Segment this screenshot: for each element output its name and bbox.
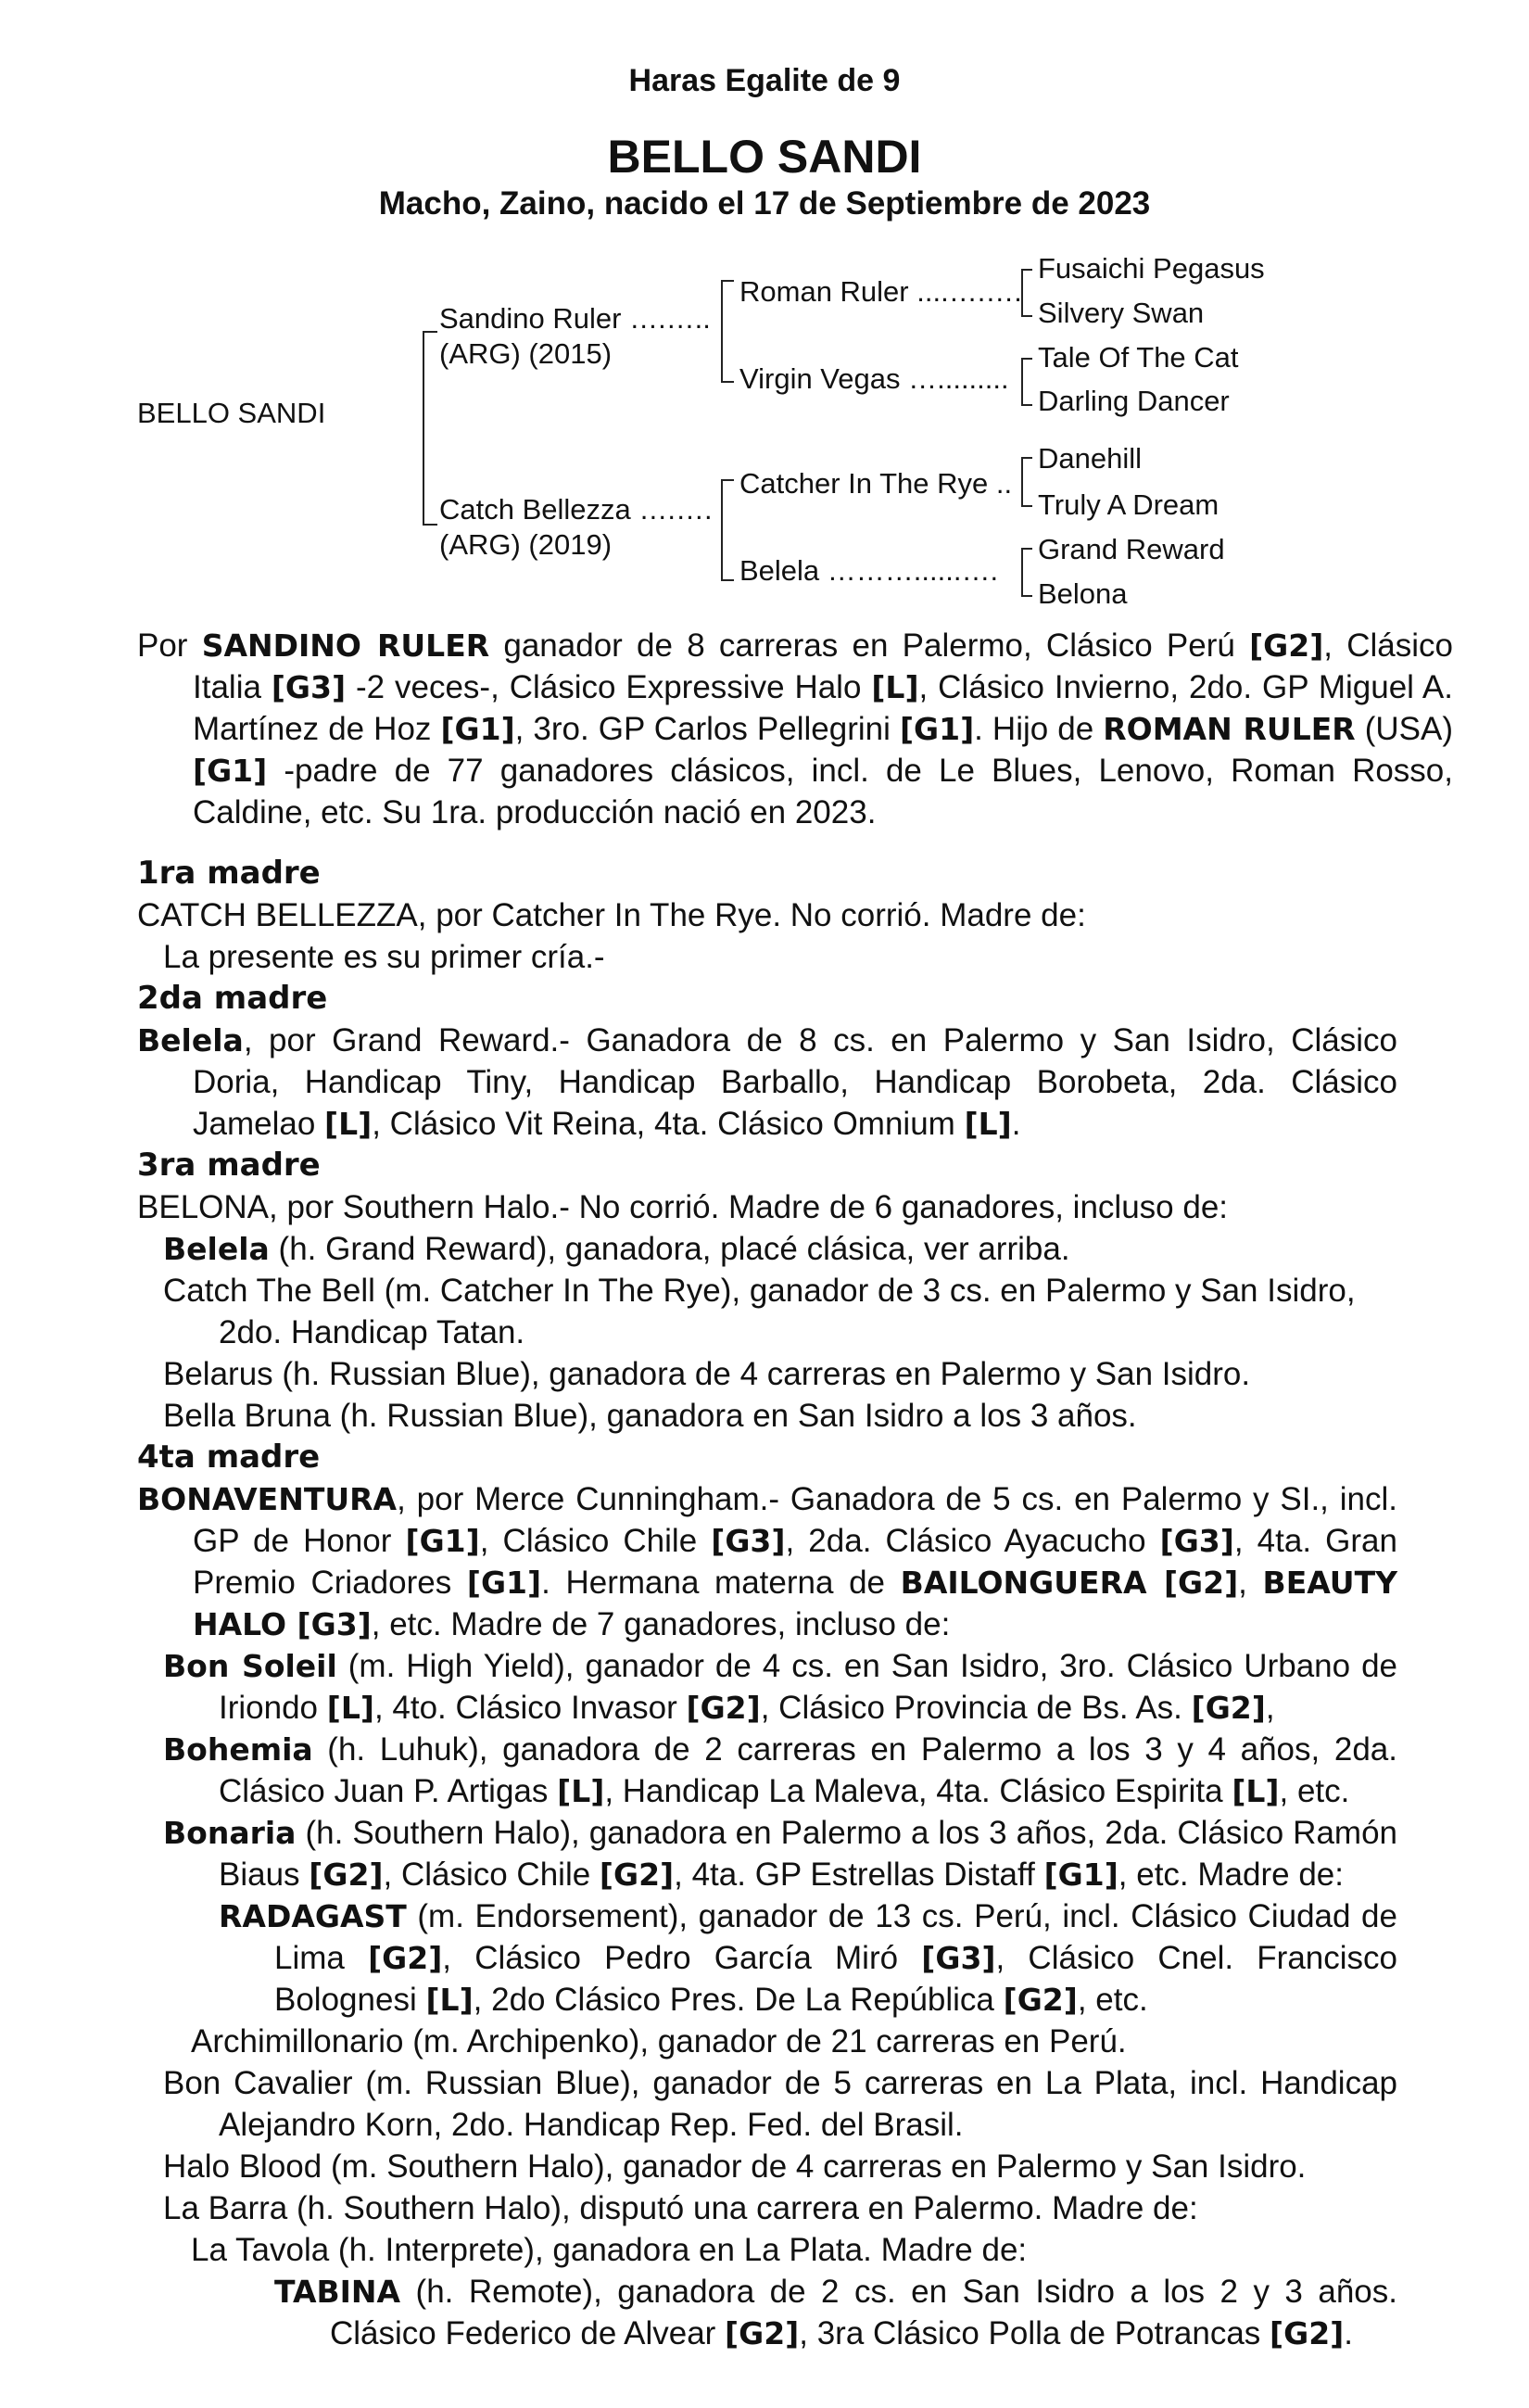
third-dam-entry: Belarus (h. Russian Blue), ganadora de 4 carreras en Palermo y San Isidro.	[163, 1356, 1251, 1392]
family-section	[137, 853, 1397, 2354]
first-dam-line: CATCH BELLEZZA, por Catcher In The Rye. No corrió. Madre de:	[137, 897, 1086, 933]
produce-entry: La Tavola (h. Interprete), ganadora en La Plata. Madre de:	[191, 2232, 1028, 2268]
produce-entry: Bon Soleil (m. High Yield), ganador de 4 cs. en San Isidro, 3ro. Clásico Urbano de Iriondo [L], 4to. Clásico Invasor [G2], Clásico Provincia de Bs. As. [G2],	[163, 1648, 1398, 1726]
pedigree-dsd: Truly A Dream	[1038, 488, 1219, 521]
third-dam-heading: 3ra madre	[137, 1147, 321, 1184]
pedigree-dss: Danehill	[1038, 442, 1143, 475]
third-dam-entry: Belela (h. Grand Reward), ganadora, placé clásica, ver arriba.	[163, 1231, 1070, 1267]
bracket-gen1	[423, 331, 437, 526]
pedigree-sire-dam: Virgin Vegas ….........	[739, 362, 1009, 395]
produce-entry: La Barra (h. Southern Halo), disputó una carrera en Palermo. Madre de:	[163, 2190, 1198, 2226]
pedigree-dam-sire: Catcher In The Rye ..	[739, 467, 1013, 500]
produce-entry: TABINA (h. Remote), ganadora de 2 cs. en San Isidro a los 2 y 3 años. Clásico Federico de Alvear [G2], 3ra Clásico Polla de Potrancas [G2].	[274, 2274, 1397, 2351]
third-dam-entry: Bella Bruna (h. Russian Blue), ganadora en San Isidro a los 3 años.	[163, 1398, 1137, 1434]
fourth-dam-paragraph: BONAVENTURA, por Merce Cunningham.- Ganadora de 5 cs. en Palermo y SI., incl. GP de Honor [G1], Clásico Chile [G3], 2da. Clásico Ayacucho [G3], 4ta. Gran Premio Criadores [G1]. Hermana materna de BAILONGUERA [G2], BEAUTY HALO [G3], etc. Madre de 7 ganadores, incluso de:	[137, 1481, 1397, 1642]
pedigree-sire-sire: Roman Ruler ....….….	[739, 275, 1022, 308]
pedigree-sds: Tale Of The Cat	[1038, 341, 1239, 374]
produce-entry: Bohemia (h. Luhuk), ganadora de 2 carreras en Palermo a los 3 y 4 años, 2da. Clásico Juan P. Artigas [L], Handicap La Maleva, 4ta. Clásico Espirita [L], etc.	[163, 1731, 1397, 1809]
lot-label: Haras Egalite de 9	[628, 63, 901, 98]
pedigree-dam-origin: (ARG) (2019)	[439, 528, 613, 561]
produce-entry: Archimillonario (m. Archipenko), ganador de 21 carreras en Perú.	[191, 2023, 1127, 2059]
pedigree-ssd: Silvery Swan	[1038, 297, 1205, 329]
third-dam-entry: Catch The Bell (m. Catcher In The Rye), ganador de 3 cs. en Palermo y San Isidro, 2do. Handicap Tatan.	[163, 1273, 1356, 1350]
third-dam-intro: BELONA, por Southern Halo.- No corrió. Madre de 6 ganadores, incluso de:	[137, 1189, 1229, 1225]
sire-paragraph: Por SANDINO RULER ganador de 8 carreras en Palermo, Clásico Perú [G2], Clásico Italia [G3] -2 veces-, Clásico Expressive Halo [L], Clásico Invierno, 2do. GP Miguel A. Martínez de Hoz [G1], 3ro. GP Carlos Pellegrini [G1]. Hijo de ROMAN RULER (USA) [G1] -padre de 77 ganadores clásicos, incl. de Le Blues, Lenovo, Roman Rosso, Caldine, etc. Su 1ra. producción nació en 2023.	[137, 627, 1454, 830]
pedigree-sdd: Darling Dancer	[1038, 385, 1230, 417]
bracket-ds	[1021, 457, 1032, 507]
first-dam-produce: La presente es su primer cría.-	[163, 939, 605, 975]
second-dam-paragraph: Belela, por Grand Reward.- Ganadora de 8 cs. en Palermo y San Isidro, Clásico Doria, Handicap Tiny, Handicap Barballo, Handicap Borobeta, 2da. Clásico Jamelao [L], Clásico Vit Reina, 4ta. Clásico Omnium [L].	[137, 1022, 1397, 1142]
fourth-dam-heading: 4ta madre	[137, 1438, 321, 1476]
first-dam-heading: 1ra madre	[137, 855, 321, 892]
bracket-sire	[721, 280, 734, 383]
pedigree-dam-dam: Belela ………......….	[739, 554, 999, 587]
pedigree-dds: Grand Reward	[1038, 533, 1225, 565]
bracket-sd	[1021, 358, 1032, 406]
horse-name: BELLO SANDI	[607, 131, 922, 183]
produce-entry: Halo Blood (m. Southern Halo), ganador de 4 carreras en Palermo y San Isidro.	[163, 2148, 1307, 2185]
produce-entry: Bon Cavalier (m. Russian Blue), ganador de 5 carreras en La Plata, incl. Handicap Alejandro Korn, 2do. Handicap Rep. Fed. del Brasil.	[163, 2065, 1397, 2143]
pedigree-subject: BELLO SANDI	[137, 397, 326, 429]
bracket-dam	[721, 479, 734, 581]
pedigree-sire-origin: (ARG) (2015)	[439, 337, 613, 370]
horse-description: Macho, Zaino, nacido el 17 de Septiembre de 2023	[378, 185, 1151, 222]
produce-entry: RADAGAST (m. Endorsement), ganador de 13 cs. Perú, incl. Clásico Ciudad de Lima [G2], Clásico Pedro García Miró [G3], Clásico Cnel. Francisco Bolognesi [L], 2do Clásico Pres. De La República [G2], etc.	[219, 1898, 1398, 2018]
pedigree-ddd: Belona	[1038, 577, 1128, 610]
pedigree-sire: Sandino Ruler ….…..	[439, 302, 711, 335]
second-dam-heading: 2da madre	[137, 980, 328, 1017]
produce-entry: Bonaria (h. Southern Halo), ganadora en Palermo a los 3 años, 2da. Clásico Ramón Biaus [G2], Clásico Chile [G2], 4ta. GP Estrellas Distaff [G1], etc. Madre de:	[163, 1815, 1397, 1893]
pedigree-sss: Fusaichi Pegasus	[1038, 252, 1265, 285]
bracket-dd	[1021, 548, 1032, 597]
pedigree-dam: Catch Bellezza ….….	[439, 493, 713, 526]
bracket-ss	[1021, 269, 1032, 317]
